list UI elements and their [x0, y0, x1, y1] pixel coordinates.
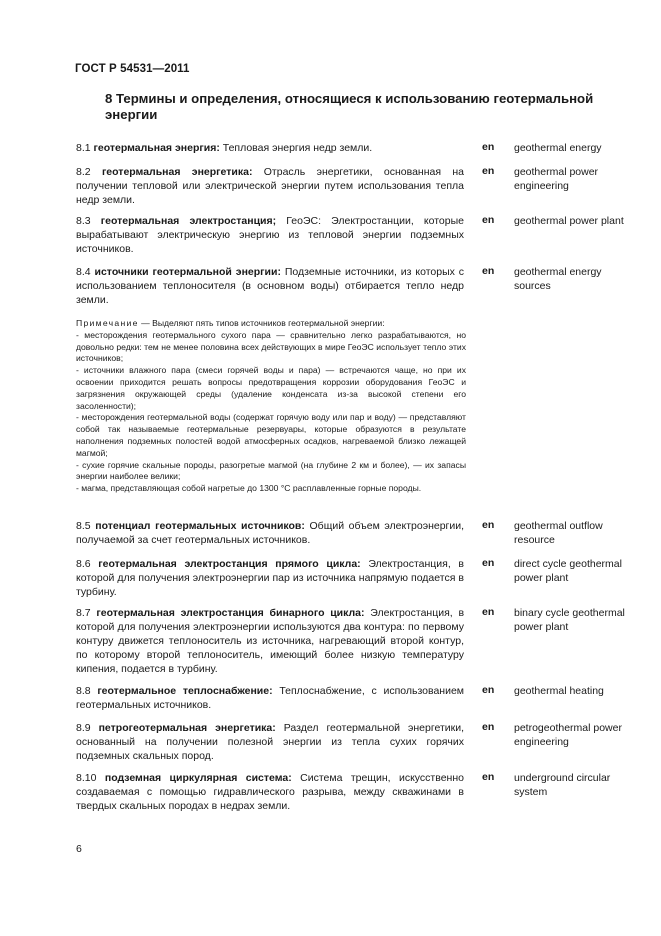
term-entry-8-2: [76, 165, 616, 207]
term-number: 8.3: [76, 215, 91, 227]
page-number: 6: [76, 843, 82, 855]
term-definition: Электростанция, в которой для получения электроэнергии пар из источника напрямую подается в турбину.: [76, 558, 464, 598]
english-term: geothermal outflow resource: [514, 520, 603, 546]
term-entry-8-9: [76, 721, 622, 763]
english-term: direct cycle geothermal power plant: [514, 558, 622, 584]
note-label: Примечание: [76, 318, 139, 328]
english-term: geothermal energy sources: [514, 266, 602, 292]
language-code: en: [482, 265, 495, 277]
term-name: геотермальная энергетика:: [101, 166, 253, 178]
language-code: en: [482, 214, 495, 226]
term-name: геотермальная электростанция;: [100, 215, 277, 227]
term-name: геотермальная электростанция прямого цикла:: [98, 558, 361, 570]
language-code: en: [482, 519, 495, 531]
term-definition: Теплоснабжение, с использованием геотермальных источников.: [76, 685, 465, 711]
term-name: подземная циркулярная система:: [104, 772, 292, 784]
term-name: геотермальная энергия:: [93, 142, 220, 154]
term-number: 8.2: [76, 166, 91, 178]
term-number: 8.7: [76, 607, 91, 619]
english-term: geothermal power engineering: [514, 166, 599, 192]
term-number: 8.1: [76, 142, 91, 154]
term-number: 8.8: [76, 685, 91, 697]
language-code: en: [482, 721, 495, 733]
term-definition: Раздел геотермальной энергетики, основанный на получении полезной энергии из тепла сухих горячих подземных скальных пород.: [76, 722, 464, 762]
term-number: 8.9: [76, 722, 91, 734]
note-block: [76, 318, 466, 495]
note-line: - источники влажного пара (смеси горячей воды и пара) — встречаются чаще, но при их освоении приходится решать вопросы предотвращения коррозии оборудования ГеоЭС и загрязнения окружающей среды (удаление конденсата из-за высокой степени его засоленности);: [76, 365, 466, 411]
term-number: 8.4: [76, 266, 91, 278]
term-entry-8-4: [76, 265, 616, 307]
term-name: источники геотермальной энергии:: [94, 266, 281, 278]
document-code: ГОСТ Р 54531—2011: [75, 63, 190, 75]
language-code: en: [482, 557, 495, 569]
english-term: geothermal energy: [514, 142, 602, 154]
term-number: 8.10: [76, 772, 97, 784]
term-entry-8-10: [76, 771, 616, 813]
english-term: binary cycle geothermal power plant: [514, 607, 625, 633]
term-entry-8-7: [76, 606, 625, 676]
term-entry-8-1: [76, 141, 616, 155]
term-name: геотермальное теплоснабжение:: [97, 685, 273, 697]
note-line: - сухие горячие скальные породы, разогретые магмой (на глубине 2 км и более), — их запасы энергии наиболее велики;: [76, 459, 466, 482]
term-definition: Электростанция, в которой для получения электроэнергии используются два контура: по первому контуру движется теплоноситель из источника, нагревающий второй контур, по которому второй теплоноситель, имеющий более низкую температуру кипения, подается в турбину.: [76, 607, 465, 675]
language-code: en: [482, 771, 495, 783]
term-definition: Тепловая энергия недр земли.: [222, 142, 373, 154]
term-definition: Система трещин, искусственно создаваемая с помощью гидравлического разрыва, между скважинами в твердых скальных породах в недрах земли.: [76, 772, 464, 812]
term-definition: Подземные источники, из которых с использованием теплоносителя (в основном воды) отбирается тепло недр земли.: [76, 266, 465, 306]
section-title: 8 Термины и определения, относящиеся к использованию геотермальной энергии: [105, 91, 594, 122]
term-number: 8.5: [76, 520, 91, 532]
language-code: en: [482, 684, 495, 696]
term-definition: ГеоЭС: Электростанции, которые вырабатывают электрическую энергию из тепловой энергии подземных источников.: [76, 215, 464, 255]
english-term: underground circular system: [514, 772, 611, 798]
english-term: geothermal heating: [514, 685, 604, 697]
language-code: en: [482, 141, 495, 153]
note-line: - месторождения геотермальной воды (содержат горячую воду или пар и воду) — представляют собой так называемые геотермальные резервуары, которые образуются в результате наполнения подземных полостей водой атмосферных осадков, нагреваемой близко лежащей магмой;: [76, 412, 466, 458]
term-definition: Отрасль энергетики, основанная на получении тепловой или электрической энергии путем использования тепла недр земли.: [76, 166, 464, 206]
language-code: en: [482, 606, 495, 618]
term-number: 8.6: [76, 558, 91, 570]
term-entry-8-5: [76, 519, 616, 547]
english-term: geothermal power plant: [514, 215, 624, 227]
term-name: петрогеотермальная энергетика:: [98, 722, 276, 734]
note-line: - магма, представляющая собой нагретые до 1300 °С расплавленные горные породы.: [76, 483, 422, 494]
term-entry-8-8: [76, 684, 616, 712]
language-code: en: [482, 165, 495, 177]
term-name: геотермальная электростанция бинарного цикла:: [96, 607, 365, 619]
term-name: потенциал геотермальных источников:: [95, 520, 305, 532]
note-line: — Выделяют пять типов источников геотермальной энергии:: [141, 318, 385, 328]
term-entry-8-3: [76, 214, 624, 256]
term-definition: Общий объем электроэнергии, получаемой за счет геотермальных источников.: [76, 520, 465, 546]
term-entry-8-6: [76, 557, 622, 599]
note-line: - месторождения геотермального сухого пара — сравнительно легко разрабатываются, но довольно редки: тем не менее половина всех действующих в мире ГеоЭС использует тепло этих источников;: [76, 329, 466, 364]
english-term: petrogeothermal power engineering: [514, 722, 622, 748]
